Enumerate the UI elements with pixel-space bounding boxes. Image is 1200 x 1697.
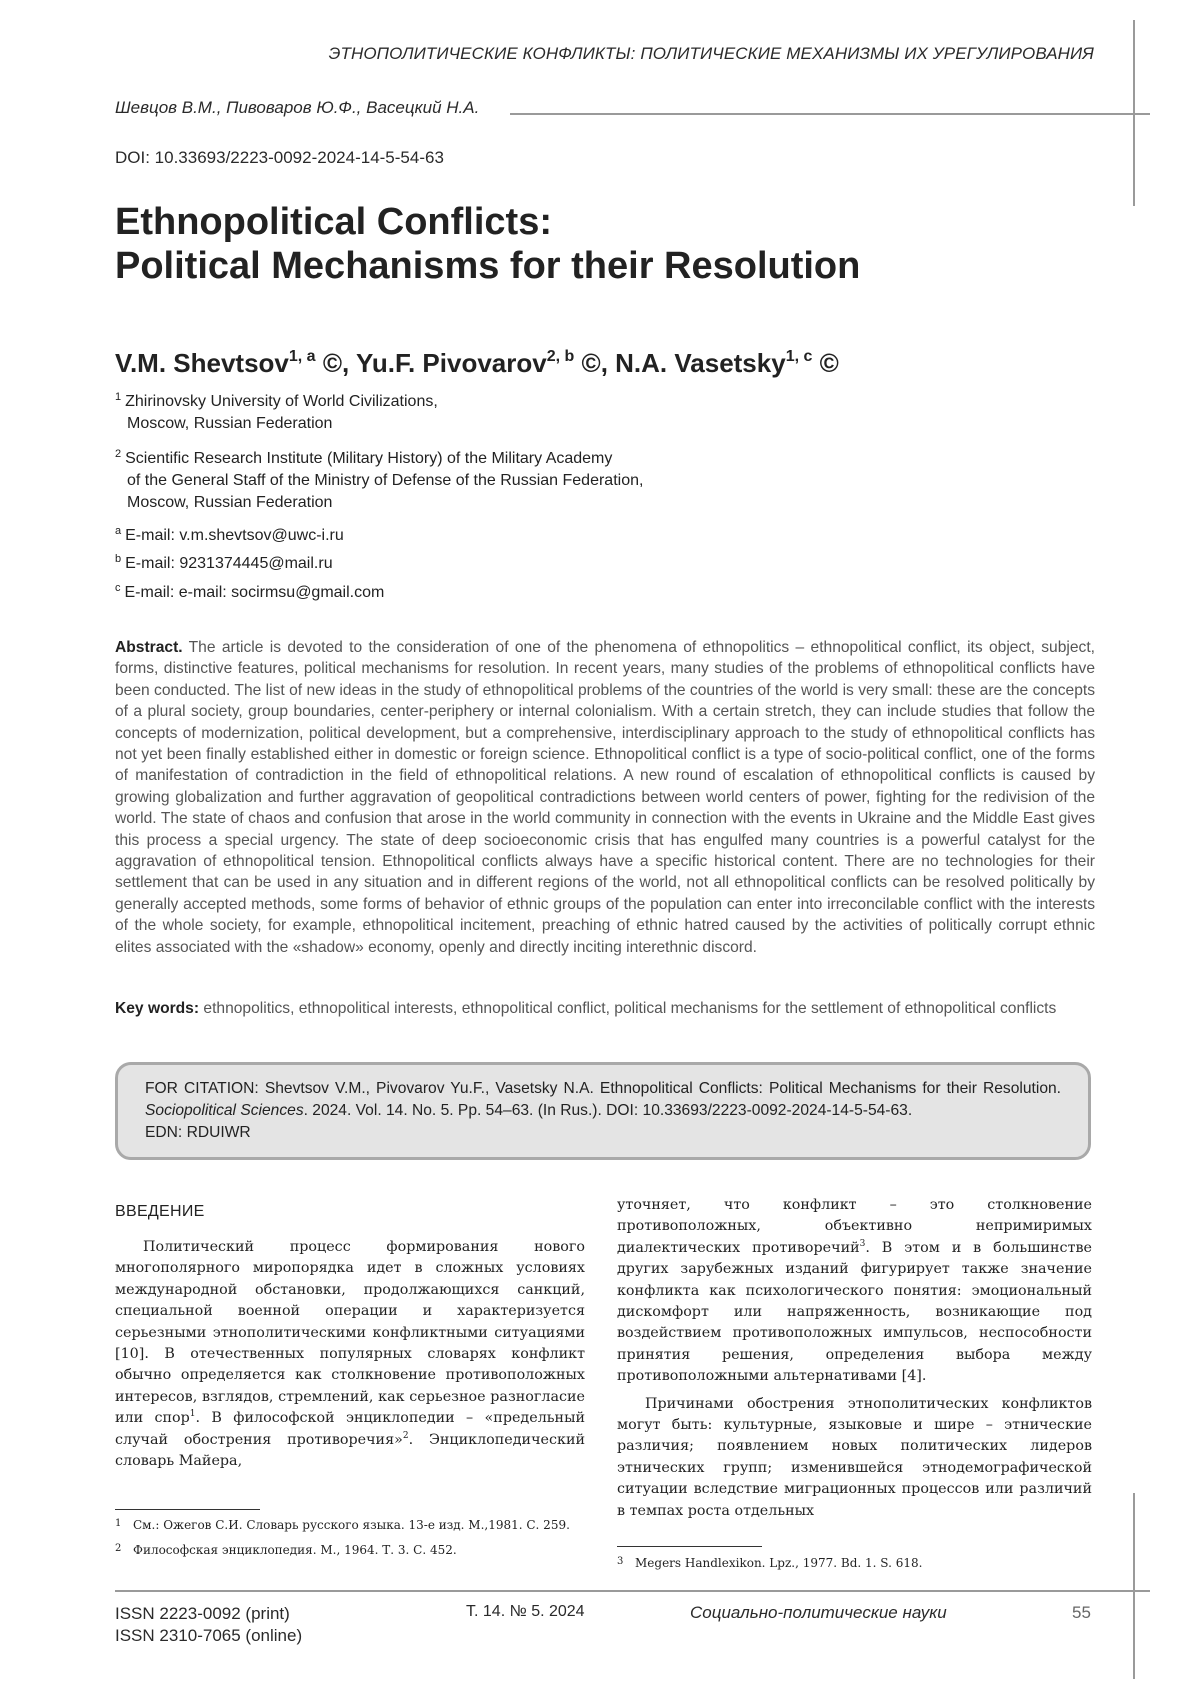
footnote-text: См.: Ожегов С.И. Словарь русского языка. 13-е изд. М.,1981. С. 259. bbox=[133, 1518, 570, 1532]
right-column bbox=[617, 1195, 1092, 1522]
footnotes-left bbox=[115, 1515, 585, 1559]
paragraph-text: . В этом и в большинстве других зарубежных изданий фигурирует также значение конфликта как психологического понятия: эмоциональный дискомфорт или напряженность, возникающие под воздействием противоположных импульсов, неспособности принятия решения, определения выбора между противоположными альтернативами [4]. bbox=[617, 1240, 1092, 1384]
author-affiliation-marker: 1, c bbox=[786, 348, 813, 365]
citation-box bbox=[115, 1062, 1091, 1160]
article-title bbox=[115, 200, 1015, 288]
email-marker: b bbox=[115, 553, 125, 565]
footnote bbox=[617, 1553, 1092, 1572]
abstract bbox=[115, 637, 1095, 958]
abstract-label: Abstract. bbox=[115, 639, 183, 656]
footnote-number: 2 bbox=[115, 1540, 133, 1557]
affiliation-1 bbox=[115, 391, 438, 435]
affiliation-line: Scientific Research Institute (Military History) of the Military Academy bbox=[125, 450, 612, 467]
abstract-text: The article is devoted to the consideration of one of the phenomena of ethnopolitics – ethnopolitical conflict, its object, subject, forms, distinctive features, political mechanisms for resolution. In recent years, many studies of the problems of ethnopolitical conflicts have been conducted. The list of new ideas in the study of ethnopolitical problems of the countries of the world is very small: these are the concepts of a plural society, group boundaries, center-periphery or internal colonialism. With a certain stretch, they can include studies that follow the concepts of modernization, political development, but a comprehensive, interdisciplinary approach to the study of ethnopolitical conflicts has not yet been finally established either in domestic or foreign science. Ethnopolitical conflict is a type of socio-political conflict, one of the forms of manifestation of contradiction in the field of ethnopolitical relations. A new round of escalation of ethnopolitical conflicts is caused by growing globalization and further aggravation of geopolitical contradictions between world centers of power, fighting for the redivision of the world. The state of chaos and confusion that arose in the world community in connection with the events in Ukraine and the Middle East gives this process a special urgency. The state of deep socioeconomic crisis that has engulfed many countries is a powerful catalyst for the aggravation of ethnopolitical tension. Ethnopolitical conflicts always have a specific historical content. There are no technologies for their settlement that can be used in any situation and in different regions of the world, not all ethnopolitical conflicts can be resolved politically by generally accepted methods, some forms of behavior of ethnic groups of the population can enter into irreconcilable conflict with the interests of the whole society, for example, ethnopolitical incitement, preaching of ethnic hatred caused by the activities of politically corrupt ethnic elites associated with the «shadow» economy, openly and directly inciting interethnic discord. bbox=[115, 639, 1095, 956]
orcid-icon[interactable]: © bbox=[323, 348, 342, 378]
affiliation-line: of the General Staff of the Ministry of Defense of the Russian Federation, bbox=[115, 472, 643, 489]
footnote-ref[interactable]: 2 bbox=[403, 1431, 409, 1441]
author-affiliation-marker: 2, b bbox=[547, 348, 575, 365]
paragraph-text: Политический процесс формирования нового многополярного миропорядка идет в сложных условиях международной обстановки, продолжающихся санкций, специальной военной операции и характеризуется серьезными этнополитическими конфликтными ситуациями [10]. В отечественных популярных словарях конфликт обычно определяется как столкновение противоположных интересов, взглядов, стремлений, как серьезное разногласие или спор bbox=[115, 1239, 585, 1426]
affiliation-number: 1 bbox=[115, 391, 125, 403]
page-number: 55 bbox=[1072, 1603, 1091, 1623]
issn-online: ISSN 2310-7065 (online) bbox=[115, 1626, 302, 1645]
keywords bbox=[115, 998, 1095, 1019]
email-c bbox=[115, 584, 384, 602]
affiliation-line: Moscow, Russian Federation bbox=[115, 415, 332, 432]
running-header-section: ЭТНОПОЛИТИЧЕСКИЕ КОНФЛИКТЫ: ПОЛИТИЧЕСКИЕ МЕХАНИЗМЫ ИХ УРЕГУЛИРОВАНИЯ bbox=[320, 44, 1094, 64]
affiliation-2 bbox=[115, 448, 643, 514]
section-heading: ВВЕДЕНИЕ bbox=[115, 1203, 205, 1221]
issn-print: ISSN 2223-0092 (print) bbox=[115, 1604, 290, 1623]
orcid-icon[interactable]: © bbox=[582, 348, 601, 378]
footnote bbox=[115, 1515, 585, 1534]
paragraph bbox=[617, 1195, 1092, 1388]
citation-suffix: . 2024. Vol. 14. No. 5. Pp. 54–63. (In Rus.). DOI: 10.33693/2223-0092-2024-14-5-54-63. bbox=[304, 1102, 913, 1119]
footer-journal: Социально-политические науки bbox=[690, 1603, 947, 1623]
running-header-authors: Шевцов В.М., Пивоваров Ю.Ф., Васецкий Н.А. bbox=[115, 98, 479, 118]
footnote-text: Философская энциклопедия. М., 1964. Т. 3. С. 452. bbox=[133, 1543, 457, 1557]
header-horizontal-rule bbox=[510, 113, 1150, 115]
citation-journal: Sociopolitical Sciences bbox=[145, 1102, 304, 1119]
paragraph bbox=[115, 1237, 585, 1472]
title-line-2: Political Mechanisms for their Resolution bbox=[115, 245, 860, 287]
footnote-separator-right bbox=[617, 1546, 762, 1547]
left-column bbox=[115, 1237, 585, 1472]
footer-vertical-rule bbox=[1133, 1493, 1135, 1679]
footnote-separator-left bbox=[115, 1509, 260, 1510]
email-marker: a bbox=[115, 525, 125, 537]
author-name: V.M. Shevtsov bbox=[115, 348, 289, 378]
footnote-number: 3 bbox=[617, 1553, 635, 1570]
footer-issn bbox=[115, 1603, 302, 1647]
paragraph bbox=[617, 1394, 1092, 1522]
email-link[interactable]: E-mail: v.m.shevtsov@uwc-i.ru bbox=[125, 527, 344, 544]
footnote-number: 1 bbox=[115, 1515, 133, 1532]
affiliation-number: 2 bbox=[115, 448, 125, 460]
orcid-icon[interactable]: © bbox=[820, 348, 839, 378]
author-affiliation-marker: 1, a bbox=[289, 348, 316, 365]
affiliation-line: Zhirinovsky University of World Civilizations, bbox=[125, 393, 438, 410]
footnote-text: Megers Handlexikon. Lpz., 1977. Bd. 1. S. 618. bbox=[635, 1556, 922, 1570]
email-b bbox=[115, 555, 333, 573]
footnote-ref[interactable]: 3 bbox=[860, 1239, 866, 1249]
citation-prefix: FOR CITATION: Shevtsov V.M., Pivovarov Yu.F., Vasetsky N.A. Ethnopolitical Conflicts: Political Mechanisms for their Resolution. bbox=[145, 1080, 1061, 1097]
email-marker: c bbox=[115, 582, 125, 594]
affiliation-line: Moscow, Russian Federation bbox=[115, 494, 332, 511]
paragraph-text: Причинами обострения этнополитических конфликтов могут быть: культурные, языковые и шире – этнические различия; появлением новых политических лидеров этнических групп; изменившейся этнодемографической ситуации вследствие миграционных процессов или различий в темпах роста отдельных bbox=[617, 1396, 1092, 1519]
doi: DOI: 10.33693/2223-0092-2024-14-5-54-63 bbox=[115, 148, 444, 168]
footer-volume: Т. 14. № 5. 2024 bbox=[466, 1603, 585, 1621]
author-list: V.M. Shevtsov1, a ©, Yu.F. Pivovarov2, b ©, N.A. Vasetsky1, c © bbox=[115, 348, 839, 379]
footer-horizontal-rule bbox=[115, 1590, 1150, 1592]
paragraph-text: уточняет, что конфликт – это столкновение противоположных, объективно непримиримых диалектических противоречий bbox=[617, 1197, 1092, 1256]
keywords-text: ethnopolitics, ethnopolitical interests, ethnopolitical conflict, political mechanisms for the settlement of ethnopolitical conflicts bbox=[203, 1000, 1056, 1017]
footnotes-right bbox=[617, 1553, 1092, 1572]
footnote bbox=[115, 1540, 585, 1559]
paragraph-text: . В философской энциклопедии – «предельный случай обострения противоречия» bbox=[115, 1410, 585, 1447]
author-name: Yu.F. Pivovarov bbox=[356, 348, 547, 378]
keywords-label: Key words: bbox=[115, 1000, 199, 1017]
email-link[interactable]: E-mail: e-mail: socirmsu@gmail.com bbox=[125, 584, 385, 601]
title-line-1: Ethnopolitical Conflicts: bbox=[115, 201, 552, 243]
email-a bbox=[115, 527, 344, 545]
email-link[interactable]: E-mail: 9231374445@mail.ru bbox=[125, 555, 332, 572]
author-name: N.A. Vasetsky bbox=[615, 348, 786, 378]
footnote-ref[interactable]: 1 bbox=[190, 1409, 196, 1419]
paragraph-text: . Энциклопедический словарь Майера, bbox=[115, 1432, 585, 1469]
citation-edn: EDN: RDUIWR bbox=[145, 1124, 251, 1141]
